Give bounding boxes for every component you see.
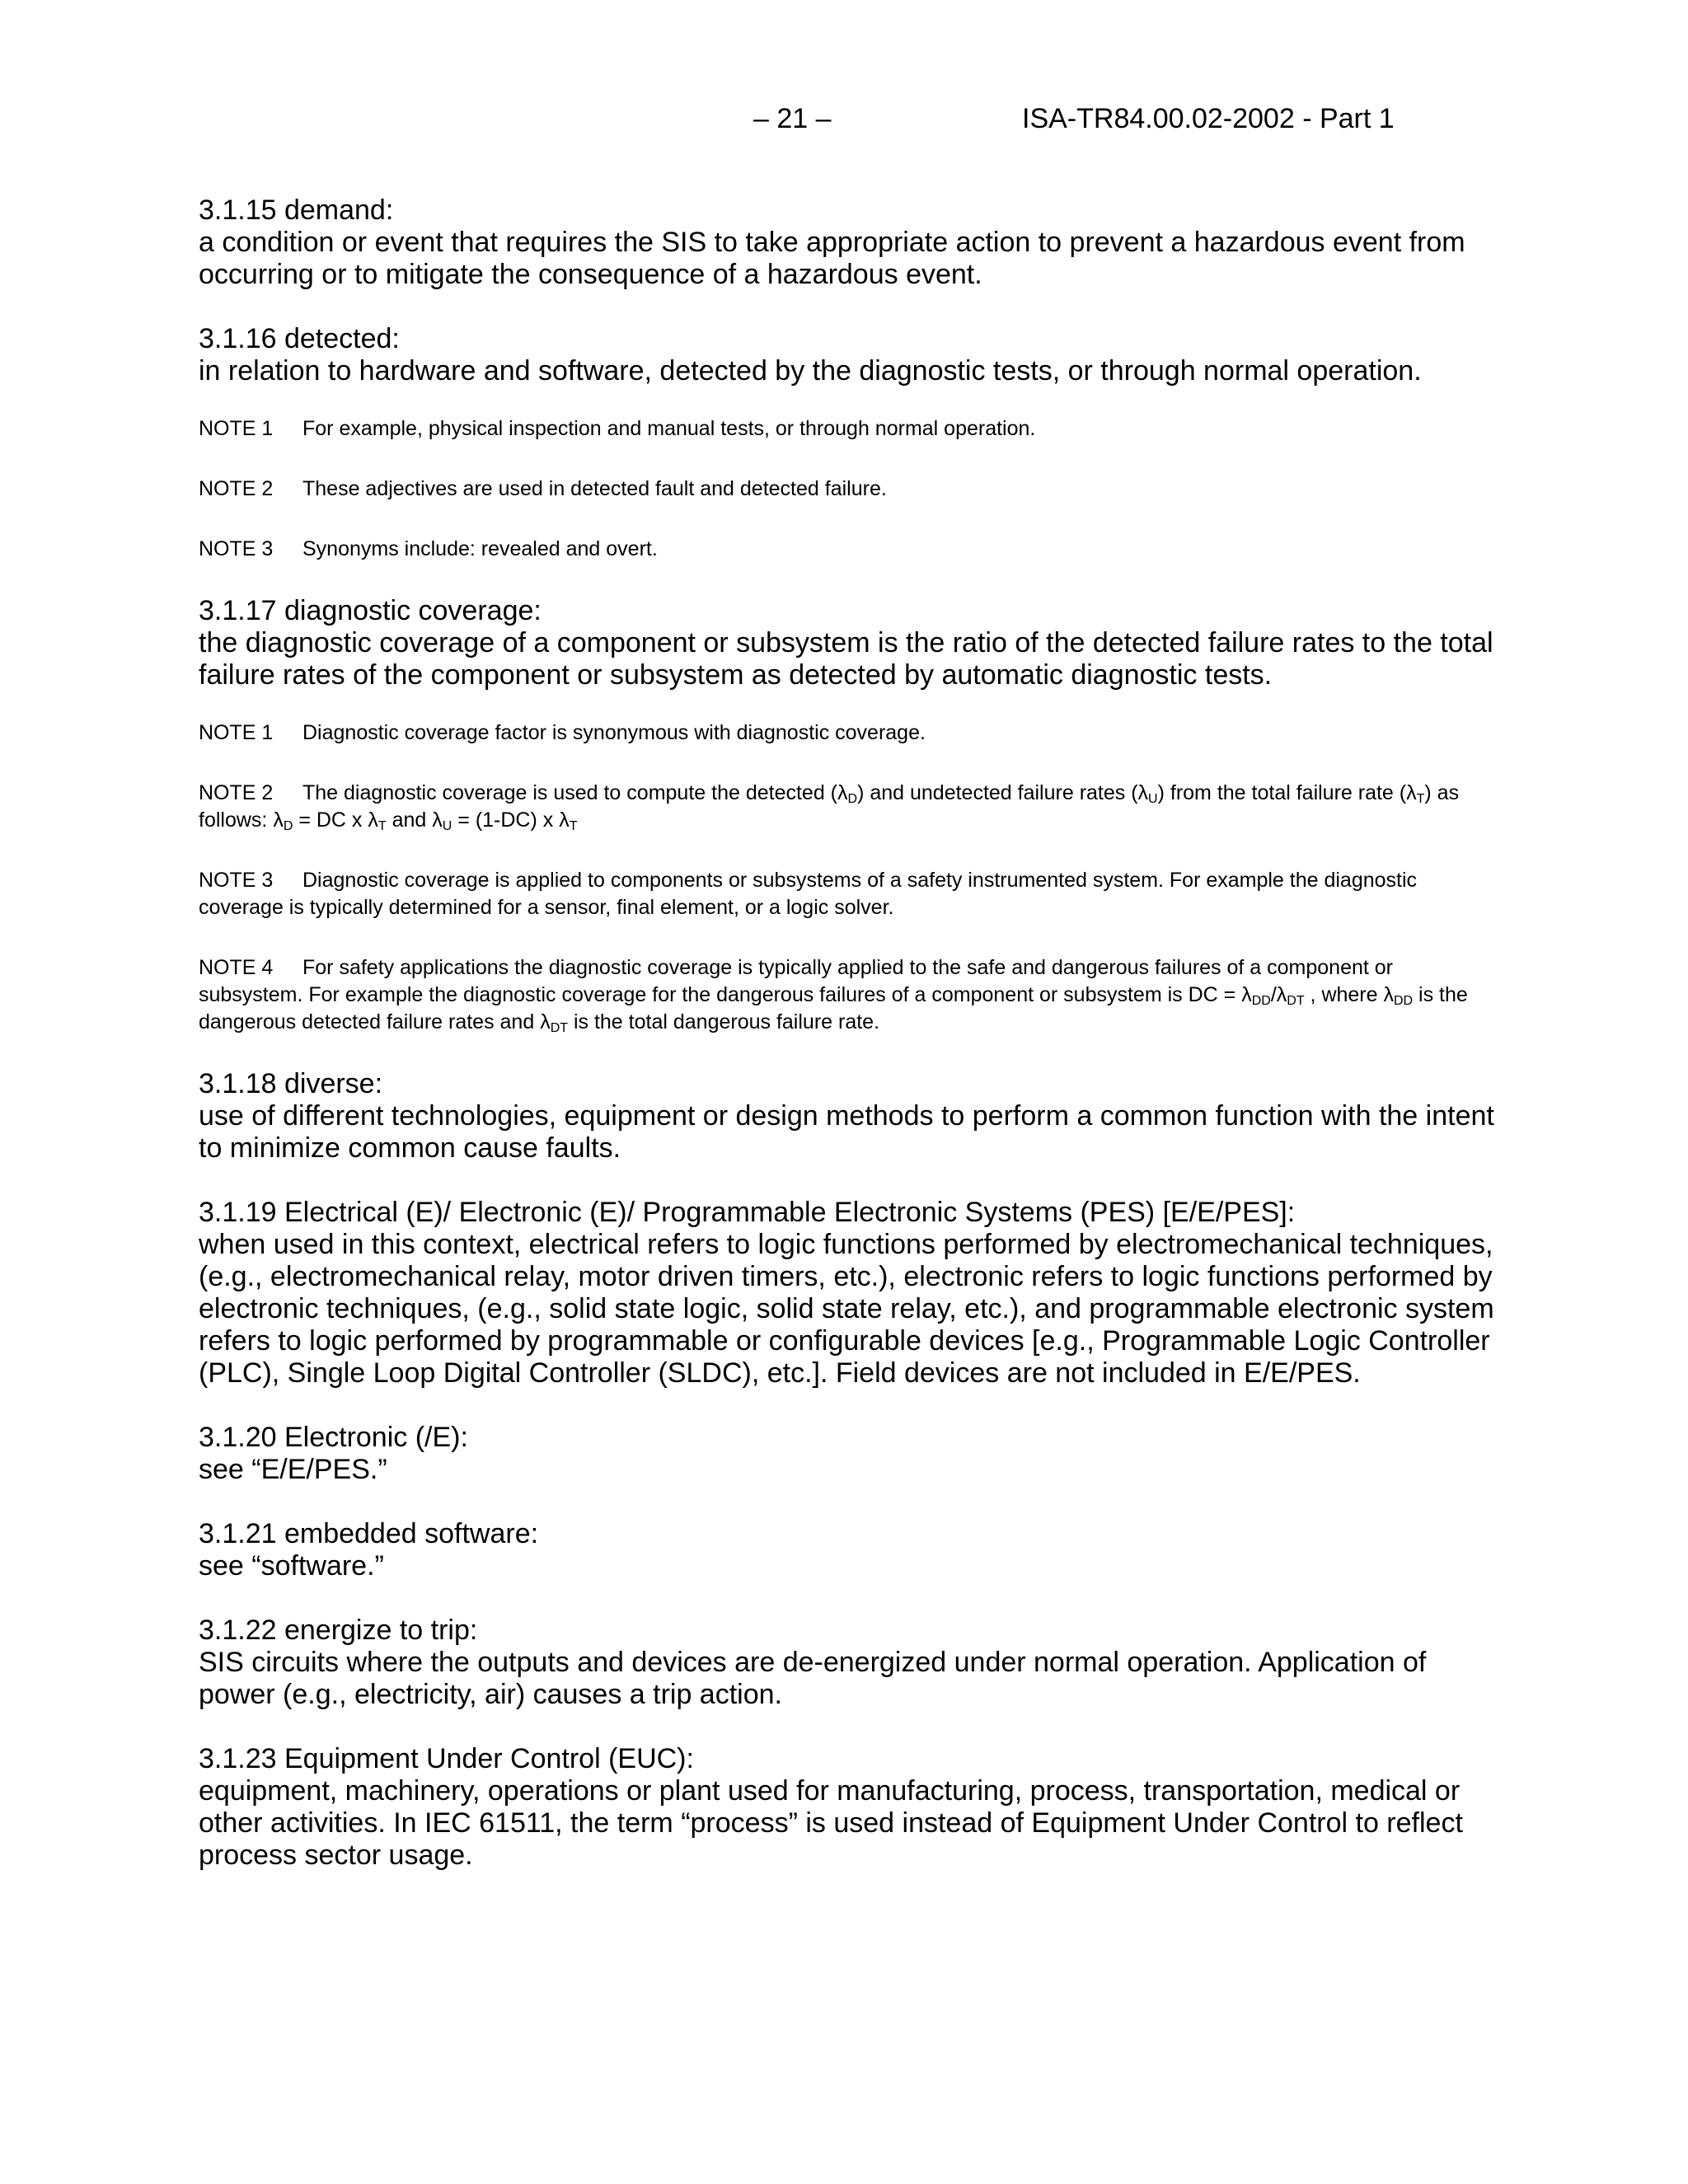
- note-label: NOTE 3: [199, 869, 274, 892]
- note-formula: [199, 954, 1501, 1036]
- note-text: ) from the total failure rate (: [1157, 781, 1407, 804]
- note: [199, 867, 1501, 921]
- term-energize-to-trip: [199, 1615, 1501, 1711]
- term-title: 3.1.19 Electrical (E)/ Electronic (E)/ Programmable Electronic Systems (PES) [E/E/PES]:: [199, 1197, 1296, 1228]
- subscript-d: D: [847, 792, 858, 806]
- note-label: NOTE 2: [199, 477, 274, 500]
- note-text: = DC x: [293, 808, 368, 832]
- lambda-symbol: λ: [1383, 983, 1394, 1006]
- note-label: NOTE 4: [199, 956, 274, 979]
- note: [199, 719, 1501, 747]
- note-label: NOTE 3: [199, 537, 274, 560]
- lambda-symbol: λ: [837, 781, 848, 804]
- term-diverse: [199, 1068, 1501, 1165]
- note-text: For safety applications the diagnostic coverage is typically applied to the safe and dangerous failures of a component or subsystem. For example the diagnostic coverage for the dangerous failures of a component or subsystem is DC =: [199, 956, 1394, 1006]
- note: [199, 476, 1501, 503]
- lambda-symbol: λ: [432, 808, 443, 832]
- note-text: Diagnostic coverage factor is synonymous with diagnostic coverage.: [302, 721, 926, 744]
- term-title: 3.1.21 embedded software:: [199, 1518, 539, 1549]
- page-number: – 21 –: [753, 103, 832, 134]
- subscript-t: T: [569, 819, 578, 833]
- term-definition: when used in this context, electrical refers to logic functions performed by electromechanical techniques, (e.g., electromechanical relay, motor driven timers, etc.), electronic refers to logic functions performed by electronic techniques, (e.g., solid state logic, solid state relay, etc.), and programmable electronic system refers to logic performed by programmable or configurable devices [e.g., Programmable Logic Controller (PLC), Single Loop Digital Controller (SLDC), etc.]. Field devices are not included in E/E/PES.: [199, 1229, 1494, 1389]
- lambda-symbol: λ: [1241, 983, 1252, 1006]
- note: [199, 415, 1501, 443]
- term-diagnostic-coverage: [199, 595, 1501, 1036]
- main-content: [199, 194, 1501, 1904]
- note-text: is the total dangerous failure rate.: [568, 1010, 880, 1033]
- lambda-symbol: λ: [273, 808, 284, 832]
- note-text: The diagnostic coverage is used to compute the detected (: [302, 781, 837, 804]
- lambda-symbol: λ: [540, 1010, 551, 1033]
- subscript-dt: DT: [550, 1021, 569, 1035]
- term-definition: see “E/E/PES.”: [199, 1454, 387, 1485]
- subscript-t: T: [1416, 792, 1425, 806]
- note: [199, 536, 1501, 563]
- term-title: 3.1.16 detected:: [199, 323, 400, 354]
- term-title: 3.1.17 diagnostic coverage:: [199, 595, 542, 626]
- note-text: ) and undetected failure rates (: [857, 781, 1138, 804]
- term-title: 3.1.18 diverse:: [199, 1068, 383, 1099]
- term-definition: the diagnostic coverage of a component or subsystem is the ratio of the detected failure rates to the total failure rates of the component or subsystem as detected by automatic diagnostic tests.: [199, 627, 1493, 691]
- term-title: 3.1.15 demand:: [199, 194, 394, 226]
- lambda-symbol: λ: [1137, 781, 1149, 804]
- note-text: Synonyms include: revealed and overt.: [302, 537, 658, 560]
- note-text: and: [386, 808, 433, 832]
- subscript-dd: DD: [1251, 994, 1271, 1008]
- document-id: ISA-TR84.00.02-2002 - Part 1: [1022, 103, 1395, 134]
- subscript-d: D: [283, 819, 293, 833]
- term-title: 3.1.22 energize to trip:: [199, 1615, 478, 1646]
- note-label: NOTE 1: [199, 417, 274, 440]
- subscript-u: U: [442, 819, 452, 833]
- lambda-symbol: λ: [559, 808, 570, 832]
- subscript-dt: DT: [1287, 994, 1305, 1008]
- note-text: For example, physical inspection and manual tests, or through normal operation.: [302, 417, 1036, 440]
- page-header: [0, 101, 1688, 137]
- note-label: NOTE 1: [199, 721, 274, 744]
- lambda-symbol: λ: [1276, 983, 1287, 1006]
- term-definition: a condition or event that requires the SIS to take appropriate action to prevent a hazardous event from occurring or to mitigate the consequence of a hazardous event.: [199, 227, 1465, 290]
- notes-list: [199, 719, 1501, 1036]
- note-text: = (1-DC) x: [452, 808, 560, 832]
- term-definition: SIS circuits where the outputs and devices are de-energized under normal operation. Application of power (e.g., electricity, air) causes a trip action.: [199, 1647, 1427, 1710]
- note-text: ) as follows:: [199, 781, 1460, 832]
- subscript-t: T: [377, 819, 387, 833]
- notes-list: [199, 415, 1501, 563]
- term-detected: [199, 323, 1501, 563]
- slash: /: [1270, 983, 1277, 1006]
- term-definition: use of different technologies, equipment or design methods to perform a common function with the intent to minimize common cause faults.: [199, 1100, 1494, 1164]
- term-electronic: [199, 1422, 1501, 1486]
- term-definition: see “software.”: [199, 1550, 384, 1582]
- term-embedded-software: [199, 1518, 1501, 1582]
- term-demand: [199, 194, 1501, 291]
- term-definition: in relation to hardware and software, detected by the diagnostic tests, or through normal operation.: [199, 355, 1422, 387]
- term-title: 3.1.20 Electronic (/E):: [199, 1422, 468, 1453]
- note-formula: [199, 780, 1501, 834]
- subscript-dd: DD: [1393, 994, 1414, 1008]
- term-title: 3.1.23 Equipment Under Control (EUC):: [199, 1743, 694, 1774]
- note-text: These adjectives are used in detected fault and detected failure.: [302, 477, 887, 500]
- term-euc: [199, 1743, 1501, 1872]
- note-text: , where: [1304, 983, 1384, 1006]
- lambda-symbol: λ: [368, 808, 378, 832]
- note-text: is the dangerous detected failure rates and: [199, 983, 1468, 1033]
- subscript-u: U: [1148, 792, 1158, 806]
- note-text: Diagnostic coverage is applied to components or subsystems of a safety instrumented system. For example the diagnostic coverage is typically determined for a sensor, final element, or a logic solver.: [199, 869, 1418, 919]
- lambda-symbol: λ: [1406, 781, 1417, 804]
- note-label: NOTE 2: [199, 781, 274, 804]
- term-eepes: [199, 1197, 1501, 1390]
- term-definition: equipment, machinery, operations or plant used for manufacturing, process, transportation, medical or other activities. In IEC 61511, the term “process” is used instead of Equipment Under Control to reflect process sector usage.: [199, 1775, 1463, 1871]
